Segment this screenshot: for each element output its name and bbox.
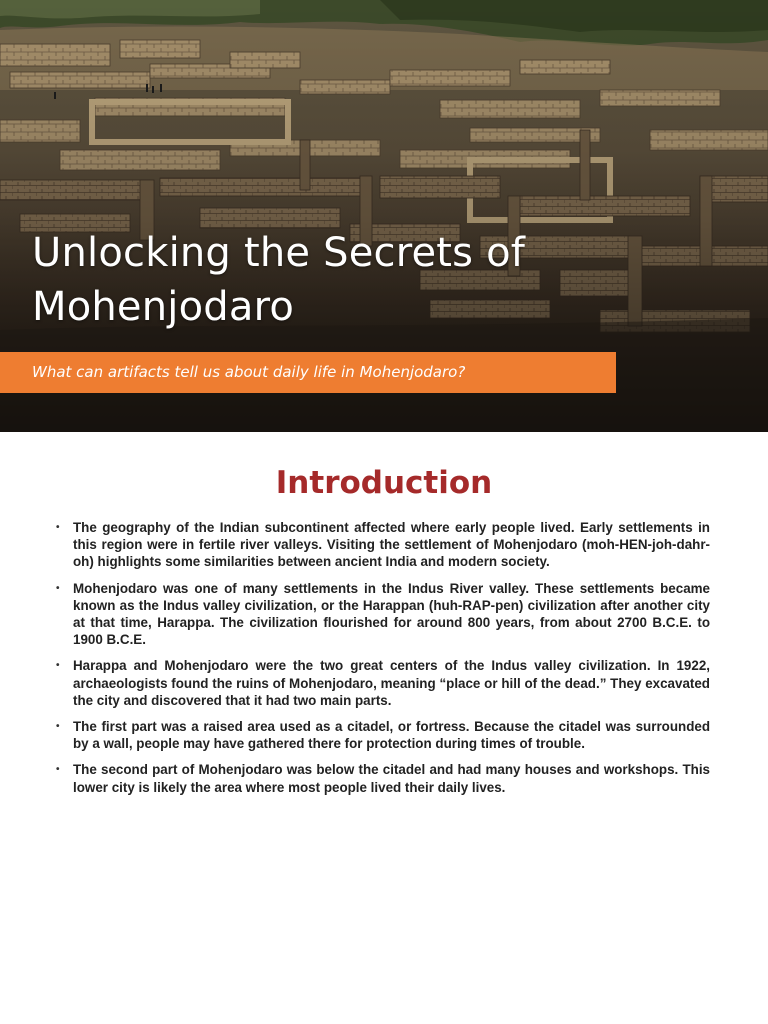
page-title <box>32 226 672 334</box>
bullet-icon: • <box>56 660 60 672</box>
subtitle-text: What can artifacts tell us about daily life in Mohenjodaro? <box>32 363 466 381</box>
list-item <box>56 718 710 752</box>
list-item <box>56 657 710 709</box>
title-line-1: Unlocking the Secrets of <box>32 230 526 276</box>
bullet-list <box>56 519 710 805</box>
bullet-icon: • <box>56 764 60 776</box>
bullet-icon: • <box>56 522 60 533</box>
title-line-2: Mohenjodaro <box>32 284 295 330</box>
bullet-text: The second part of Mohenjodaro was below the citadel and had many houses and workshops. This lower city is likely the area where most people lived their daily lives. <box>73 762 710 795</box>
list-item <box>56 519 710 571</box>
list-item <box>56 761 710 795</box>
bullet-icon: • <box>56 582 60 594</box>
bullet-text: The geography of the Indian subcontinent affected where early people lived. Early settlements in this region were in fertile river valleys. Visiting the settlement of Mohenjodaro (moh-HEN-joh-dahr-oh) highlights some similarities between ancient India and modern society. <box>73 520 710 570</box>
list-item <box>56 580 710 649</box>
bullet-text: Mohenjodaro was one of many settlements in the Indus River valley. These settlements became known as the Indus valley civilization, or the Harappan (huh-RAP-pen) civilization after another city at that time, Harappa. The civilization flourished for around 800 years, from about 2700 B.C.E. to 1900 B.C.E. <box>73 580 710 648</box>
bullet-text: The first part was a raised area used as a citadel, or fortress. Because the citadel was surrounded by a wall, people may have gathered there for protection during times of trouble. <box>73 719 710 752</box>
bullet-text: Harappa and Mohenjodaro were the two great centers of the Indus valley civilization. In 1922, archaeologists found the ruins of Mohenjodaro, meaning “place or hill of the dead.” They excavated the city and discovered that it had two main parts. <box>73 658 710 708</box>
section-heading: Introduction <box>275 465 493 501</box>
bullet-icon: • <box>56 721 60 733</box>
hero-banner <box>0 0 768 432</box>
subtitle-banner <box>0 352 616 393</box>
